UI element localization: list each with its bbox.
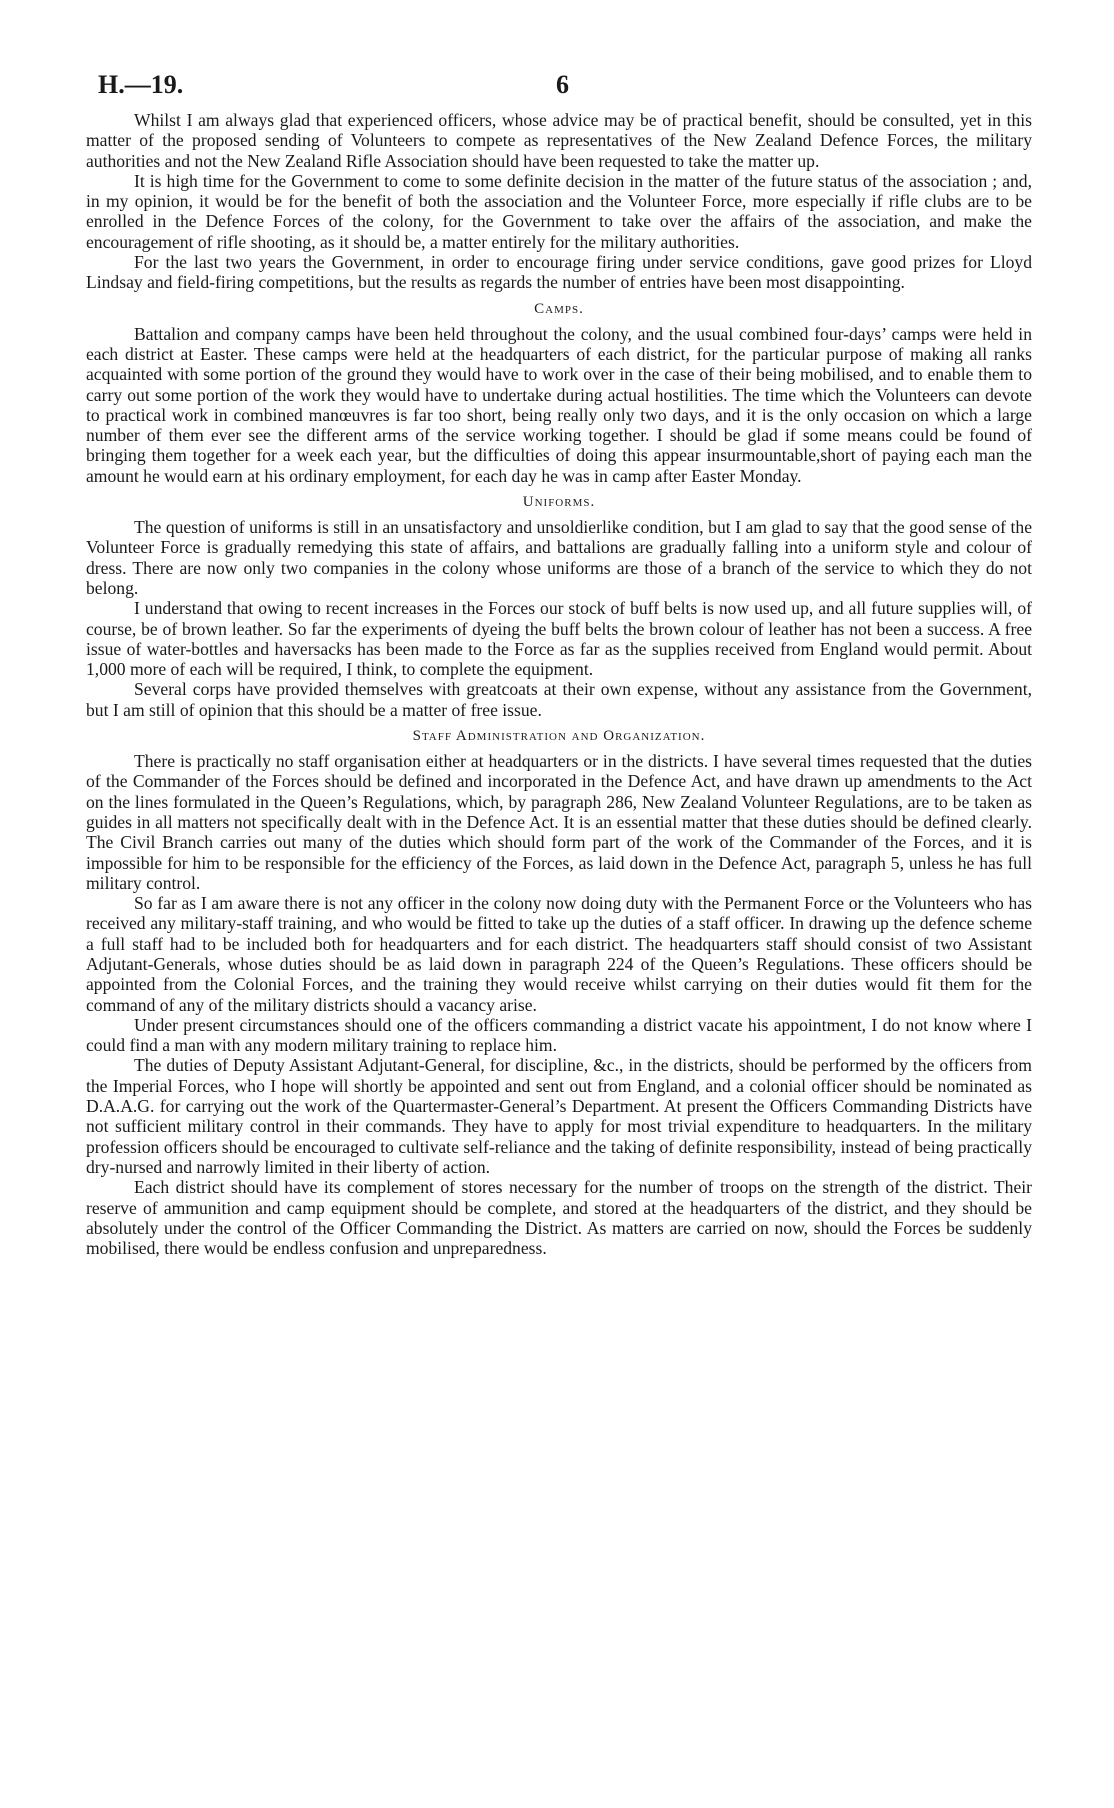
paragraph: For the last two years the Government, in order to encourage firing under service conditions, gave good prizes for Lloyd Lindsay and field-firing competitions, but the results as regards the number of entries have been most disappointing. [86,252,1032,293]
page-header [86,70,1032,110]
paragraph: Under present circumstances should one of the officers commanding a district vacate his appointment, I do not know where I could find a man with any modern military training to replace him. [86,1014,1032,1056]
paragraph: So far as I am aware there is not any officer in the colony now doing duty with the Permanent Force or the Volunteers who has received any military-staff training, and who would be fitted to take up the duties of a staff officer. In drawing up the defence scheme a full staff had to be included both for headquarters and for each district. The headquarters staff should consist of two Assistant Adjutant-Generals, whose duties should be as laid down in paragraph 224 of the Queen’s Regulations. These officers should be appointed from the Colonial Forces, and the training they would receive whilst carrying on their duties would fit them for the command of any of the military districts should a vacancy arise. [86,893,1032,1015]
paragraph: Battalion and company camps have been held throughout the colony, and the usual combined four-days’ camps were held in each district at Easter. These camps were held at the headquarters of each district, for the particular purpose of making all ranks acquainted with some portion of the ground they would have to work over in the case of their being mobilised, and to enable them to carry out some portion of the work they would have to undertake during actual hostilities. The time which the Volunteers can devote to practical work in combined manœuvres is far too short, being really only two days, and it is the only occasion on which a large number of them ever see the different arms of the service working together. I should be glad if some means could be found of bringing them together for a week each year, but the difficulties of doing this appear insurmountable,short of paying each man the amount he would earn at his ordinary employment, for each day he was in camp after Easter Monday. [86,323,1032,486]
paragraph: There is practically no staff organisation either at headquarters or in the districts. I have several times requested that the duties of the Commander of the Forces should be defined and incorporated in the Defence Act, and have drawn up amendments to the Act on the lines formulated in the Queen’s Regulations, which, by paragraph 286, New Zealand Volunteer Regulations, are to be taken as guides in all matters not specifically dealt with in the Defence Act. It is an essential matter that these duties should be defined clearly. The Civil Branch carries out many of the duties which should form part of the work of the Commander of the Forces, and it is impossible for him to be responsible for the efficiency of the Forces, as laid down in the Defence Act, paragraph 5, unless he has full military control. [86,751,1032,893]
section-heading: Camps. [534,300,584,317]
paragraph: The question of uniforms is still in an unsatisfactory and unsoldierlike condition, but I am glad to say that the good sense of the Volunteer Force is gradually remedying this state of affairs, and battalions are gradually falling into a uniform style and colour of dress. There are now only two companies in the colony whose uniforms are those of a branch of the service to which they do not belong. [86,517,1032,598]
paragraph: Whilst I am always glad that experienced officers, whose advice may be of practical benefit, should be consulted, yet in this matter of the proposed sending of Volunteers to compete as representatives of the New Zealand Defence Forces, the military authorities and not the New Zealand Rifle Association should have been requested to take the matter up. [86,110,1032,171]
page-number: 6 [556,70,569,99]
paragraph: I understand that owing to recent increases in the Forces our stock of buff belts is now used up, and all future supplies will, of course, be of brown leather. So far the experiments of dyeing the buff belts the brown colour of leather has not been a success. A free issue of water-bottles and haversacks has been made to the Force as far as the supplies received from England would permit. About 1,000 more of each will be required, I think, to complete the equipment. [86,598,1032,680]
section-heading: Uniforms. [522,494,596,511]
section-camps [86,301,1032,486]
paragraph: Several corps have provided themselves with greatcoats at their own expense, without any assistance from the Government, but I am still of opinion that this should be a matter of free issue. [86,679,1032,720]
paragraph: Each district should have its complement of stores necessary for the number of troops on the strength of the district. Their reserve of ammunition and camp equipment should be complete, and stored at the headquarters of the district, and they should be absolutely under the control of the Officer Commanding the District. As matters are carried on now, should the Forces be suddenly mobilised, there would be endless confusion and unpreparedness. [86,1177,1032,1259]
paragraph: The duties of Deputy Assistant Adjutant-General, for discipline, &c., in the districts, should be performed by the officers from the Imperial Forces, who I hope will shortly be appointed and sent out from England, and a colonial officer should be nominated as D.A.A.G. for carrying out the work of the Quartermaster-General’s Department. At present the Officers Commanding Districts have not sufficient military control in their commands. They have to apply for most trivial expenditure to headquarters. In the military profession officers should be encouraged to cultivate self-reliance and the taking of definite responsibility, instead of being practically dry-nursed and narrowly limited in their liberty of action. [86,1055,1032,1177]
section-staff-administration [86,728,1032,1258]
paragraph: It is high time for the Government to come to some definite decision in the matter of the future status of the association ; and, in my opinion, it would be for the benefit of both the association and the Volunteer Force, more especially if rifle clubs are to be enrolled in the Defence Forces of the colony, for the Government to take over the affairs of the association, and make the encouragement of rifle shooting, as it should be, a matter entirely for the military authorities. [86,170,1032,252]
section-heading: Staff Administration and Organization. [412,728,706,745]
section-rifle-association [86,110,1032,293]
document-reference: H.—19. [98,70,184,99]
document-page [86,70,1032,1258]
section-uniforms [86,494,1032,720]
